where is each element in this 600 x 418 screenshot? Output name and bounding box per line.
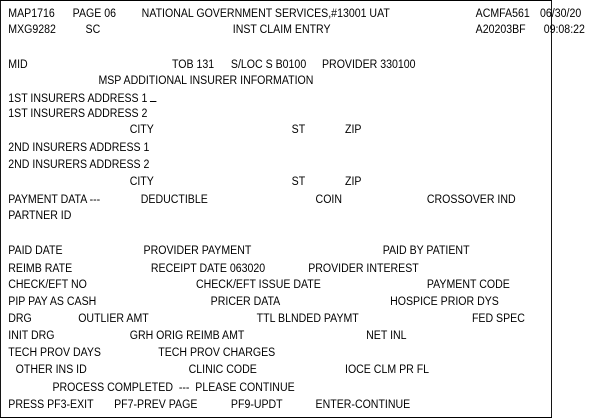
insurer1-address2-label[interactable]: 1ST INSURERS ADDRESS 2 [8, 108, 148, 120]
net-inl-field[interactable]: NET INL [366, 330, 407, 342]
pip-pay-field[interactable]: PIP PAY AS CASH [8, 296, 97, 308]
receipt-date-field[interactable]: RECEIPT DATE 063020 [150, 263, 266, 275]
insurer2-address1-label[interactable]: 2ND INSURERS ADDRESS 1 [8, 142, 150, 154]
insurer2-zip-label[interactable]: ZIP [345, 176, 362, 188]
tob-field[interactable]: TOB 131 [172, 59, 215, 71]
user-id: MXG9282 [8, 24, 56, 36]
sloc-field[interactable]: S/LOC S B0100 [230, 59, 307, 71]
screen-date: 06/30/20 [540, 8, 582, 20]
pf7-prev-page-key[interactable]: PF7-PREV PAGE [114, 399, 198, 411]
reimb-rate-field[interactable]: REIMB RATE [8, 263, 73, 275]
init-drg-field[interactable]: INIT DRG [8, 330, 55, 342]
paid-by-patient-field[interactable]: PAID BY PATIENT [382, 245, 470, 257]
enter-continue-key[interactable]: ENTER-CONTINUE [315, 399, 411, 411]
check-eft-no-field[interactable]: CHECK/EFT NO [8, 279, 87, 291]
deductible-field[interactable]: DEDUCTIBLE [140, 194, 208, 206]
cursor [150, 91, 156, 102]
fed-spec-field[interactable]: FED SPEC [471, 313, 525, 325]
insurer1-city-label[interactable]: CITY [129, 124, 154, 136]
screen-title: INST CLAIM ENTRY [232, 24, 331, 36]
screen-id: MAP1716 [8, 8, 55, 20]
provider-interest-field[interactable]: PROVIDER INTEREST [308, 263, 419, 275]
system-name: NATIONAL GOVERNMENT SERVICES,#13001 UAT [141, 8, 390, 20]
insurer2-city-label[interactable]: CITY [129, 176, 154, 188]
crossover-ind-field[interactable]: CROSSOVER IND [426, 194, 516, 206]
page-indicator: PAGE 06 [72, 8, 117, 20]
pf9-update-key[interactable]: PF9-UPDT [230, 399, 283, 411]
insurer1-zip-label[interactable]: ZIP [345, 124, 362, 136]
screen-time: 09:08:22 [543, 24, 585, 36]
provider-payment-field[interactable]: PROVIDER PAYMENT [143, 245, 252, 257]
section-title: MSP ADDITIONAL INSURER INFORMATION [98, 75, 314, 87]
insurer2-st-label[interactable]: ST [291, 176, 306, 188]
terminal-id: ACMFA561 [475, 8, 530, 20]
grh-orig-reimb-amt-field[interactable]: GRH ORIG REIMB AMT [129, 330, 245, 342]
tech-prov-charges-field[interactable]: TECH PROV CHARGES [158, 347, 276, 359]
tech-prov-days-field[interactable]: TECH PROV DAYS [8, 347, 101, 359]
clinic-code-field[interactable]: CLINIC CODE [188, 364, 257, 376]
pricer-data-field[interactable]: PRICER DATA [210, 296, 281, 308]
hospice-prior-dys-field[interactable]: HOSPICE PRIOR DYS [390, 296, 499, 308]
partner-id-field[interactable]: PARTNER ID [8, 210, 72, 222]
payment-code-field[interactable]: PAYMENT CODE [426, 279, 510, 291]
session-id: A20203BF [475, 24, 526, 36]
payment-data-label: PAYMENT DATA --- [8, 194, 101, 206]
check-eft-issue-date-field[interactable]: CHECK/EFT ISSUE DATE [195, 279, 321, 291]
drg-field[interactable]: DRG [8, 313, 32, 325]
status-message: PROCESS COMPLETED --- PLEASE CONTINUE [52, 382, 295, 394]
mode: SC [85, 24, 101, 36]
ioce-clm-pr-fl-field[interactable]: IOCE CLM PR FL [345, 364, 430, 376]
outlier-amt-field[interactable]: OUTLIER AMT [78, 313, 149, 325]
pf3-exit-key[interactable]: PRESS PF3-EXIT [8, 399, 94, 411]
insurer1-address1-label[interactable]: 1ST INSURERS ADDRESS 1 [8, 91, 157, 106]
insurer1-st-label[interactable]: ST [291, 124, 306, 136]
paid-date-field[interactable]: PAID DATE [8, 245, 63, 257]
insurer2-address2-label[interactable]: 2ND INSURERS ADDRESS 2 [8, 159, 150, 171]
mid-label: MID [8, 59, 28, 71]
other-ins-id-field[interactable]: OTHER INS ID [15, 364, 87, 376]
provider-field[interactable]: PROVIDER 330100 [322, 59, 416, 71]
ttl-blnded-paymt-field[interactable]: TTL BLNDED PAYMT [256, 313, 359, 325]
coin-field[interactable]: COIN [315, 194, 343, 206]
